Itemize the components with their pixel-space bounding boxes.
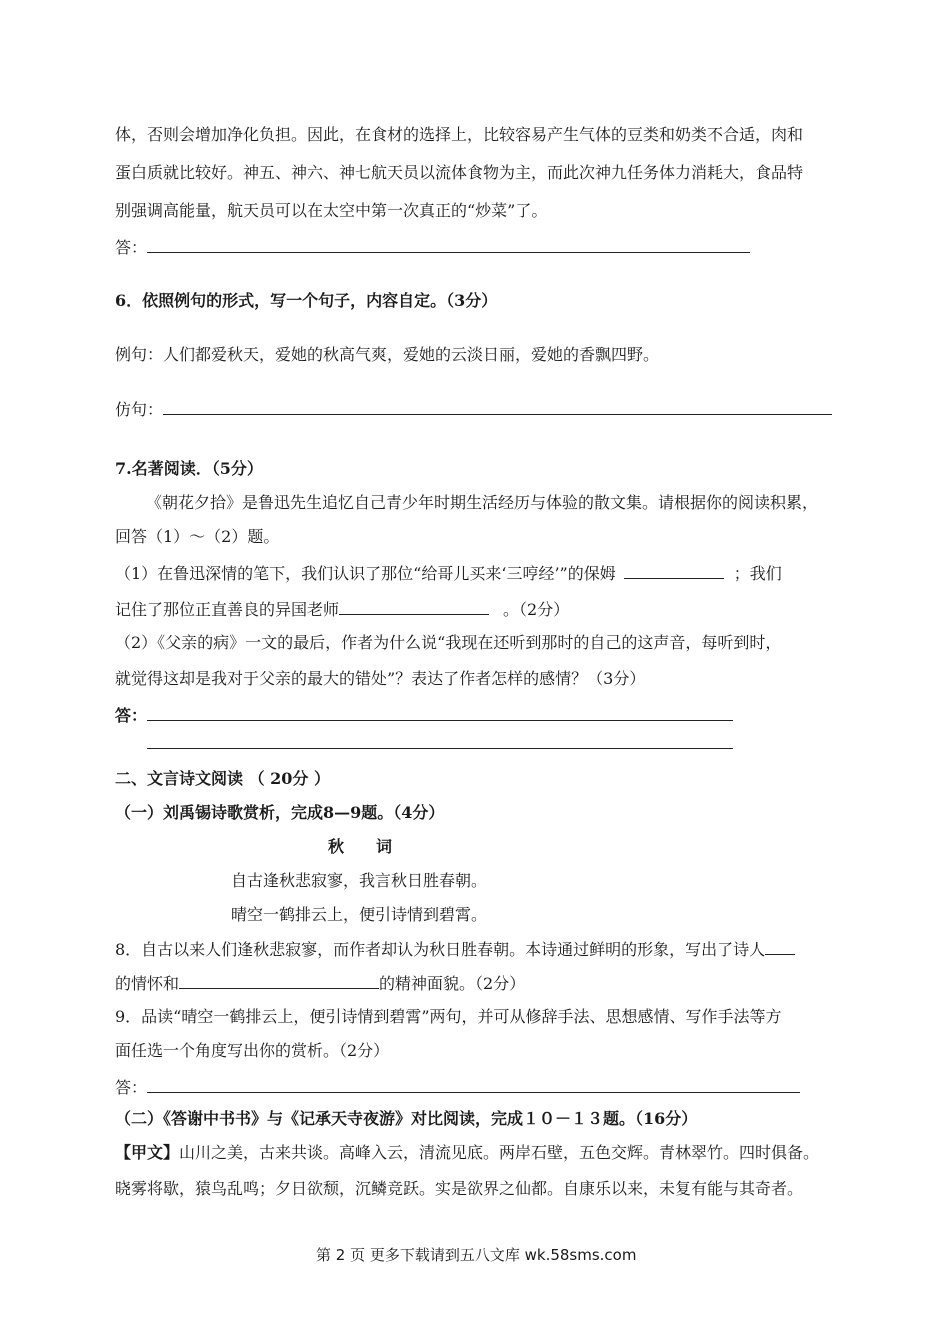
- q9-line-1: 9．品读“晴空一鹤排云上，便引诗情到碧霄”两句，并可从修辞手法、思想感情、写作手法等方: [115, 1007, 782, 1026]
- poem-line-1: 自古逢秋悲寂寥，我言秋日胜春朝。: [231, 871, 488, 890]
- section2-sub1: （一）刘禹锡诗歌赏析，完成8—9题。（4分）: [115, 803, 445, 822]
- q7-title: 7.名著阅读．（5分）: [115, 459, 263, 478]
- jia-line-1: [115, 1142, 819, 1164]
- jia-label: 【甲文】: [115, 1143, 180, 1162]
- section2b-title: （二）《答谢中书书》与《记承天寺夜游》对比阅读，完成１０－１３题。（16分）: [115, 1109, 698, 1128]
- answer-blank-1[interactable]: [147, 704, 733, 721]
- passage-line-2: 蛋白质就比较好。神五、神六、神七航天员以流体食物为主，而此次神九任务体力消耗大，食品特: [115, 163, 804, 182]
- q7-intro-1: 《朝花夕拾》是鲁迅先生追忆自己青少年时期生活经历与体验的散文集。请根据你的阅读积累，: [146, 493, 819, 512]
- q6-title: 6．依照例句的形式，写一个句子，内容自定。（3分）: [115, 291, 498, 310]
- q8-row-2: [115, 972, 525, 995]
- q6-example: 例句：人们都爱秋天，爱她的秋高气爽，爱她的云淡日丽，爱她的香飘四野。: [115, 345, 660, 364]
- q8-text: 8．自古以来人们逢秋悲寂寥，而作者却认为秋日胜春朝。本诗通过鲜明的形象，写出了诗人: [115, 940, 766, 959]
- q7-intro-2: 回答（1）～（2）题。: [115, 527, 280, 546]
- teacher-blank[interactable]: [339, 598, 489, 615]
- imitate-label: 仿句：: [115, 400, 164, 419]
- q9-answer-blank[interactable]: [147, 1076, 800, 1093]
- q6-imitate-row: [115, 398, 832, 421]
- page-footer: 第 2 页 更多下载请到五八文库 wk.58sms.com: [316, 1246, 637, 1264]
- answer-blank-2[interactable]: [147, 732, 733, 749]
- q8-row-1: [115, 938, 795, 961]
- jia-line-2: 晓雾将歇，猿鸟乱鸣；夕日欲颓，沉鳞竞跃。实是欲界之仙都。自康乐以来，未复有能与其奇者。: [115, 1179, 804, 1198]
- passage-line-3: 别强调高能量，航天员可以在太空中第一次真正的“炒菜”了。: [115, 201, 548, 220]
- q7-part2-line-2: 就觉得这却是我对于父亲的最大的错处”？表达了作者怎样的感情？（3分）: [115, 669, 646, 688]
- q8-text-c: 的精神面貌。（2分）: [379, 974, 526, 993]
- q9-line-2: 面任选一个角度写出你的赏析。（2分）: [115, 1041, 390, 1060]
- passage-answer-row: [115, 236, 750, 259]
- answer-blank[interactable]: [147, 236, 750, 253]
- q8-text-b: 的情怀和: [115, 974, 180, 993]
- q7-part1-tail: ；我们: [733, 564, 782, 583]
- q7-answer-row: [115, 704, 733, 727]
- poem-title: 秋 词: [328, 837, 393, 856]
- q7-part1-row-2: [115, 598, 569, 621]
- imitate-blank[interactable]: [163, 398, 832, 415]
- q7-answer-row-2: [147, 732, 733, 755]
- answer-label: 答：: [115, 238, 148, 257]
- q7-part1-row: [115, 562, 782, 585]
- jia-text-1: 山川之美，古来共谈。高峰入云，清流见底。两岸石壁，五色交辉。青林翠竹。四时俱备。: [179, 1143, 820, 1162]
- nanny-blank[interactable]: [624, 562, 724, 579]
- q7-part1-text: （1）在鲁迅深情的笔下，我们认识了那位“给哥儿买来‘三哼经’”的保姆: [115, 564, 616, 583]
- q7-part2-line-1: （2）《父亲的病》一文的最后，作者为什么说“我现在还听到那时的自己的这声音，每听到时，: [115, 633, 782, 652]
- section2-title: 二、文言诗文阅读 （ 20分 ）: [115, 769, 330, 788]
- q7-part1-score: 。（2分）: [503, 600, 570, 619]
- q8-blank-1[interactable]: [765, 938, 795, 955]
- passage-line-1: 体，否则会增加净化负担。因此，在食材的选择上，比较容易产生气体的豆类和奶类不合适，肉和: [115, 125, 804, 144]
- answer-label: 答：: [115, 706, 148, 725]
- poem-line-2: 晴空一鹤排云上，便引诗情到碧霄。: [231, 905, 488, 924]
- answer-label: 答：: [115, 1078, 148, 1097]
- q7-teacher-text: 记住了那位正直善良的异国老师: [115, 600, 340, 619]
- q9-answer-row: [115, 1076, 800, 1099]
- q8-blank-2[interactable]: [179, 972, 379, 989]
